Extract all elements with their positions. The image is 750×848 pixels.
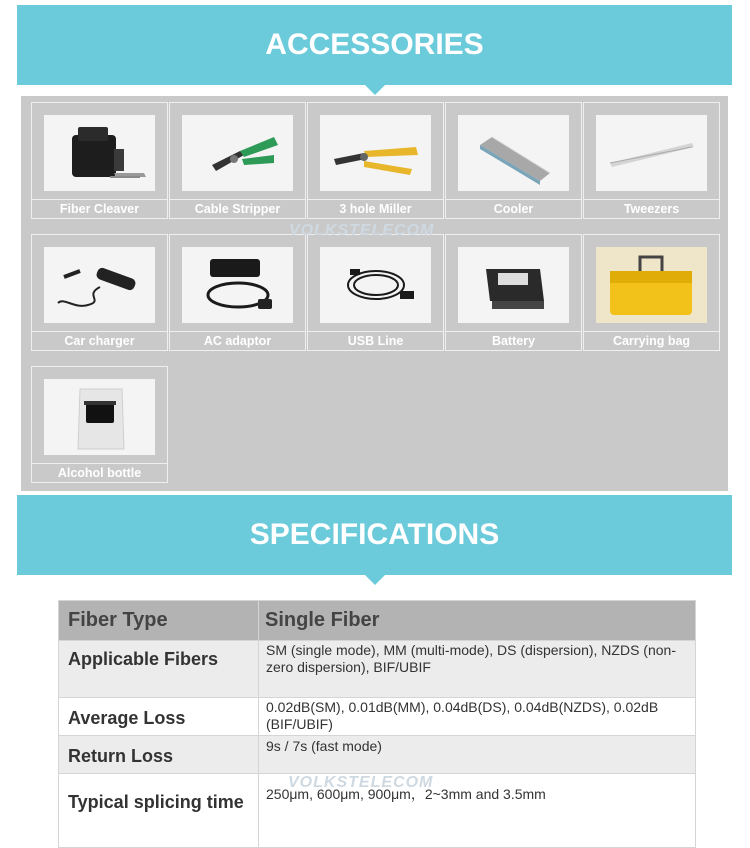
table-row bbox=[59, 736, 696, 774]
header-key: Fiber Type bbox=[59, 601, 259, 641]
fiber-cleaver-photo bbox=[44, 115, 155, 191]
carrying-bag-photo bbox=[596, 247, 707, 323]
row-value: 9s / 7s (fast mode) bbox=[259, 736, 696, 774]
accessory-label: Car charger bbox=[32, 331, 167, 350]
accessory-ac-adaptor[interactable] bbox=[169, 234, 306, 351]
hole-miller-photo bbox=[320, 115, 431, 191]
specifications-title: SPECIFICATIONS bbox=[249, 518, 500, 551]
accessory-label: Cable Stripper bbox=[170, 199, 305, 218]
header-value: Single Fiber bbox=[259, 601, 696, 641]
row-key: Applicable Fibers bbox=[59, 641, 259, 698]
accessory-label: AC adaptor bbox=[170, 331, 305, 350]
table-row bbox=[59, 698, 696, 736]
accessory-usb-line[interactable] bbox=[307, 234, 444, 351]
accessories-title: ACCESSORIES bbox=[265, 28, 484, 61]
row-key: Typical splicing time bbox=[59, 774, 259, 848]
car-charger-photo bbox=[44, 247, 155, 323]
usb-line-photo bbox=[320, 247, 431, 323]
accessory-battery[interactable] bbox=[445, 234, 582, 351]
accessory-label: 3 hole Miller bbox=[308, 199, 443, 218]
accessory-cooler[interactable] bbox=[445, 102, 582, 219]
accessory-alcohol-bottle[interactable] bbox=[31, 366, 168, 483]
accessory-label: Cooler bbox=[446, 199, 581, 218]
banner-arrow bbox=[365, 85, 385, 95]
ac-adaptor-photo bbox=[182, 247, 293, 323]
row-value: SM (single mode), MM (multi-mode), DS (dispersion), NZDS (non-zero dispersion), BIF/UBIF bbox=[259, 641, 696, 698]
accessory-cable-stripper[interactable] bbox=[169, 102, 306, 219]
cooler-photo bbox=[458, 115, 569, 191]
accessory-carrying-bag[interactable] bbox=[583, 234, 720, 351]
accessory-label: Tweezers bbox=[584, 199, 719, 218]
accessory-tweezers[interactable] bbox=[583, 102, 720, 219]
accessory-hole-miller[interactable] bbox=[307, 102, 444, 219]
accessories-banner bbox=[17, 5, 732, 85]
accessory-label: USB Line bbox=[308, 331, 443, 350]
accessory-label: Fiber Cleaver bbox=[32, 199, 167, 218]
accessory-label: Battery bbox=[446, 331, 581, 350]
table-row bbox=[59, 641, 696, 698]
accessories-gallery bbox=[21, 96, 728, 491]
specifications-table bbox=[58, 600, 696, 848]
watermark: VOLKSTELECOM bbox=[289, 222, 435, 239]
battery-photo bbox=[458, 247, 569, 323]
accessory-car-charger[interactable] bbox=[31, 234, 168, 351]
accessory-fiber-cleaver[interactable] bbox=[31, 102, 168, 219]
specifications-banner bbox=[17, 495, 732, 575]
row-key: Return Loss bbox=[59, 736, 259, 774]
banner-arrow bbox=[365, 575, 385, 585]
cable-stripper-photo bbox=[182, 115, 293, 191]
tweezers-photo bbox=[596, 115, 707, 191]
accessory-label: Alcohol bottle bbox=[32, 463, 167, 482]
row-value: 0.02dB(SM), 0.01dB(MM), 0.04dB(DS), 0.04dB(NZDS), 0.02dB (BIF/UBIF) bbox=[259, 698, 696, 736]
watermark: VOLKSTELECOM bbox=[288, 774, 434, 791]
alcohol-bottle-photo bbox=[44, 379, 155, 455]
accessory-label: Carrying bag bbox=[584, 331, 719, 350]
row-value-text: 250μm, 600μm, 900μm，2~3mm and 3.5mm bbox=[266, 786, 546, 802]
table-header-row bbox=[59, 601, 696, 641]
row-key: Average Loss bbox=[59, 698, 259, 736]
